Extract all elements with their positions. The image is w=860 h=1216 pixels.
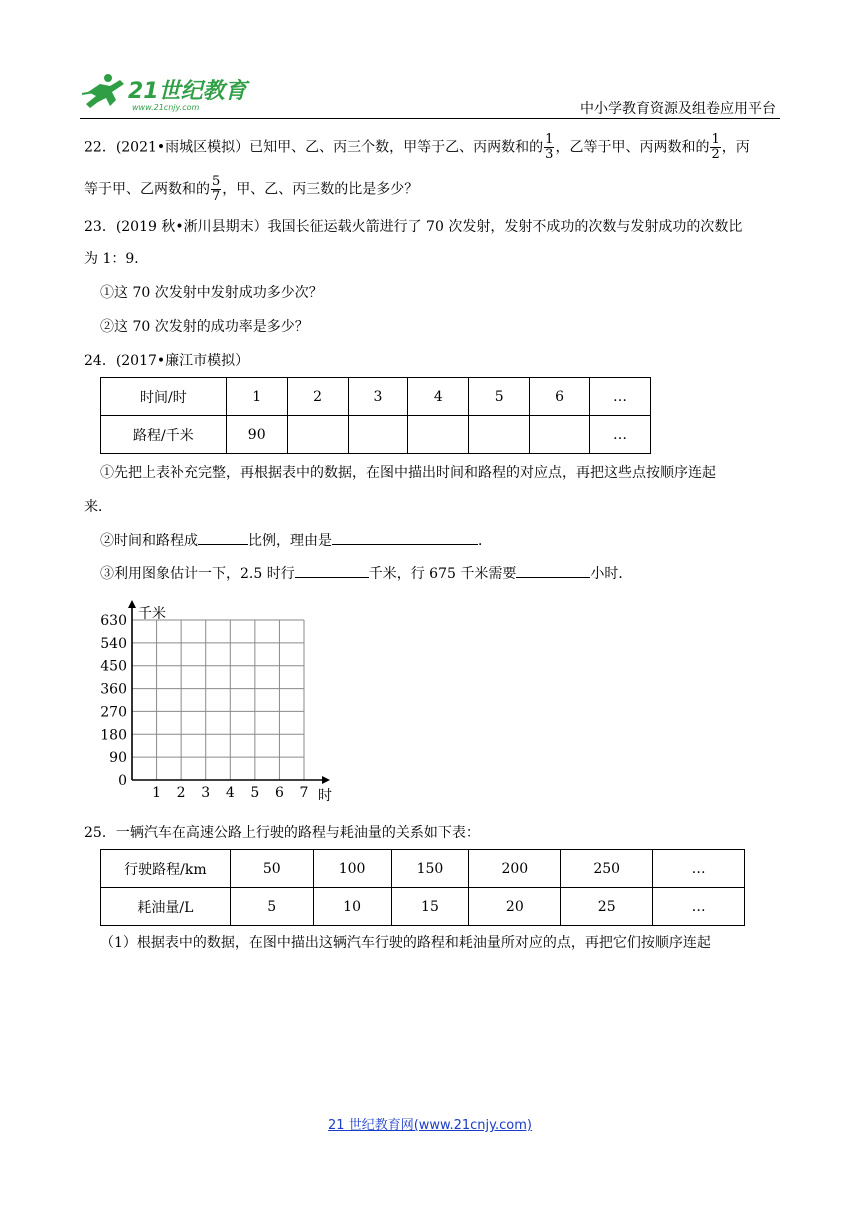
table-cell: 25 xyxy=(561,888,653,926)
fraction-denominator: 3 xyxy=(545,147,554,162)
table-cell: 90 xyxy=(226,416,287,454)
table-cell: 250 xyxy=(561,850,653,888)
q22-text-b: ，乙等于甲、丙两数和的 xyxy=(555,139,710,156)
table-cell: 4 xyxy=(408,378,469,416)
y-tick-label: 360 xyxy=(100,681,127,698)
table-row xyxy=(101,378,651,416)
table-row xyxy=(101,416,651,454)
q24-sub1-line2: 来． xyxy=(84,499,112,515)
site-logo xyxy=(80,70,250,114)
fraction-5-7 xyxy=(211,175,221,204)
q24-sub2-text-c: ． xyxy=(478,533,492,549)
table-cell: … xyxy=(590,416,651,454)
header-divider xyxy=(80,118,780,119)
table-cell: 耗油量/L xyxy=(101,888,231,926)
table-cell: 行驶路程/km xyxy=(101,850,231,888)
q23-sub2: ②这 70 次发射的成功率是多少？ xyxy=(100,319,309,335)
y-tick-label: 630 xyxy=(100,613,127,629)
y-tick-label: 180 xyxy=(100,727,127,744)
table-cell: 5 xyxy=(469,378,530,416)
chart-axes xyxy=(128,600,330,784)
x-axis-arrow-icon xyxy=(322,776,330,784)
q24-sub2-text-a: ②时间和路程成 xyxy=(100,533,198,549)
x-tick-label: 4 xyxy=(225,785,235,801)
table-row xyxy=(101,888,745,926)
table-cell: 15 xyxy=(391,888,469,926)
fraction-denominator: 7 xyxy=(212,189,221,204)
q23-line1: 23．(2019 秋•淅川县期末）我国长征运载火箭进行了 70 次发射，发射不成功的次数与发射成功的次数比 xyxy=(84,219,743,235)
x-tick-label: 3 xyxy=(201,785,211,801)
q24-sub3-text-a: ③利用图象估计一下，2.5 时行 xyxy=(100,566,295,582)
table-cell: 3 xyxy=(348,378,408,416)
y-tick-label: 270 xyxy=(100,704,127,721)
x-tick-label: 2 xyxy=(176,785,186,801)
table-cell: 2 xyxy=(287,378,348,416)
q24-title: 24．(2017•廉江市模拟） xyxy=(84,353,250,369)
table-cell: … xyxy=(590,378,651,416)
q25-title: 25．一辆汽车在高速公路上行驶的路程与耗油量的关系如下表： xyxy=(84,825,480,841)
q23-line2: 为 1：9． xyxy=(84,251,149,267)
table-row xyxy=(101,850,745,888)
q22-text-c: ，丙 xyxy=(721,139,750,156)
table-cell: 200 xyxy=(469,850,561,888)
answer-blank[interactable] xyxy=(198,530,248,545)
x-tick-label: 5 xyxy=(250,785,260,801)
x-axis-label: 时 xyxy=(318,788,332,804)
fraction-numerator: 1 xyxy=(545,132,554,147)
table-cell: 时间/时 xyxy=(101,378,227,416)
table-cell-blank xyxy=(530,416,590,454)
fraction-1-2 xyxy=(710,133,720,162)
q24-sub3-text-c: 小时． xyxy=(590,566,633,582)
x-tick-label: 1 xyxy=(152,785,162,801)
table-cell: … xyxy=(653,888,745,926)
table-cell: 6 xyxy=(530,378,590,416)
fraction-numerator: 1 xyxy=(711,132,720,147)
table-cell: 150 xyxy=(391,850,469,888)
x-tick-label: 7 xyxy=(299,785,309,801)
table-cell-blank xyxy=(287,416,348,454)
table-cell-blank xyxy=(469,416,530,454)
y-tick-label: 450 xyxy=(100,658,127,675)
fraction-1-3 xyxy=(544,133,554,162)
q22-line1 xyxy=(84,133,750,162)
logo-text: 21世纪教育 xyxy=(128,79,247,104)
fraction-denominator: 2 xyxy=(711,147,720,162)
q22-line2 xyxy=(84,175,418,204)
fraction-numerator: 5 xyxy=(212,174,221,189)
table-cell: … xyxy=(653,850,745,888)
table-cell: 20 xyxy=(469,888,561,926)
chart-grid xyxy=(132,620,304,780)
q24-sub3 xyxy=(100,563,632,584)
table-cell: 5 xyxy=(230,888,313,926)
table-cell-blank xyxy=(348,416,408,454)
table-cell: 1 xyxy=(226,378,287,416)
q22-text-e: ，甲、乙、丙三数的比是多少？ xyxy=(222,181,419,198)
time-distance-table xyxy=(100,377,651,454)
answer-blank[interactable] xyxy=(332,530,478,545)
q24-sub2 xyxy=(100,530,492,551)
q24-sub3-text-b: 千米，行 675 千米需要 xyxy=(368,566,517,582)
y-tick-label: 0 xyxy=(118,773,127,789)
answer-blank[interactable] xyxy=(295,563,369,578)
y-axis-arrow-icon xyxy=(128,600,136,608)
table-cell: 路程/千米 xyxy=(101,416,227,454)
table-cell: 100 xyxy=(313,850,391,888)
platform-name: 中小学教育资源及组卷应用平台 xyxy=(580,101,776,117)
q23-sub1: ①这 70 次发射中发射成功多少次？ xyxy=(100,285,323,301)
answer-blank[interactable] xyxy=(516,563,590,578)
q25-sub1: （1）根据表中的数据，在图中描出这辆汽车行驶的路程和耗油量所对应的点，再把它们按顺序连起 xyxy=(100,935,711,951)
q22-text-a: 22．(2021•雨城区模拟）已知甲、乙、丙三个数，甲等于乙、丙两数和的 xyxy=(84,139,544,156)
y-tick-label: 540 xyxy=(100,635,127,652)
runner-icon xyxy=(82,74,124,108)
y-axis-label: 千米 xyxy=(138,606,166,622)
table-cell-blank xyxy=(408,416,469,454)
footer xyxy=(0,1114,860,1133)
footer-link[interactable]: 21 世纪教育网(www.21cnjy.com) xyxy=(328,1118,532,1133)
chart-labels xyxy=(100,605,332,804)
y-tick-label: 90 xyxy=(109,750,127,767)
x-tick-label: 6 xyxy=(274,785,284,801)
table-cell: 50 xyxy=(230,850,313,888)
q24-sub1-line1: ①先把上表补充完整，再根据表中的数据，在图中描出时间和路程的对应点，再把这些点按顺序连起 xyxy=(100,465,716,481)
distance-fuel-table xyxy=(100,849,745,926)
q22-text-d: 等于甲、乙两数和的 xyxy=(84,181,210,198)
logo-subtext: www.21cnjy.com xyxy=(132,103,200,112)
q24-sub2-text-b: 比例，理由是 xyxy=(248,533,332,549)
time-distance-chart xyxy=(100,600,336,806)
table-cell: 10 xyxy=(313,888,391,926)
